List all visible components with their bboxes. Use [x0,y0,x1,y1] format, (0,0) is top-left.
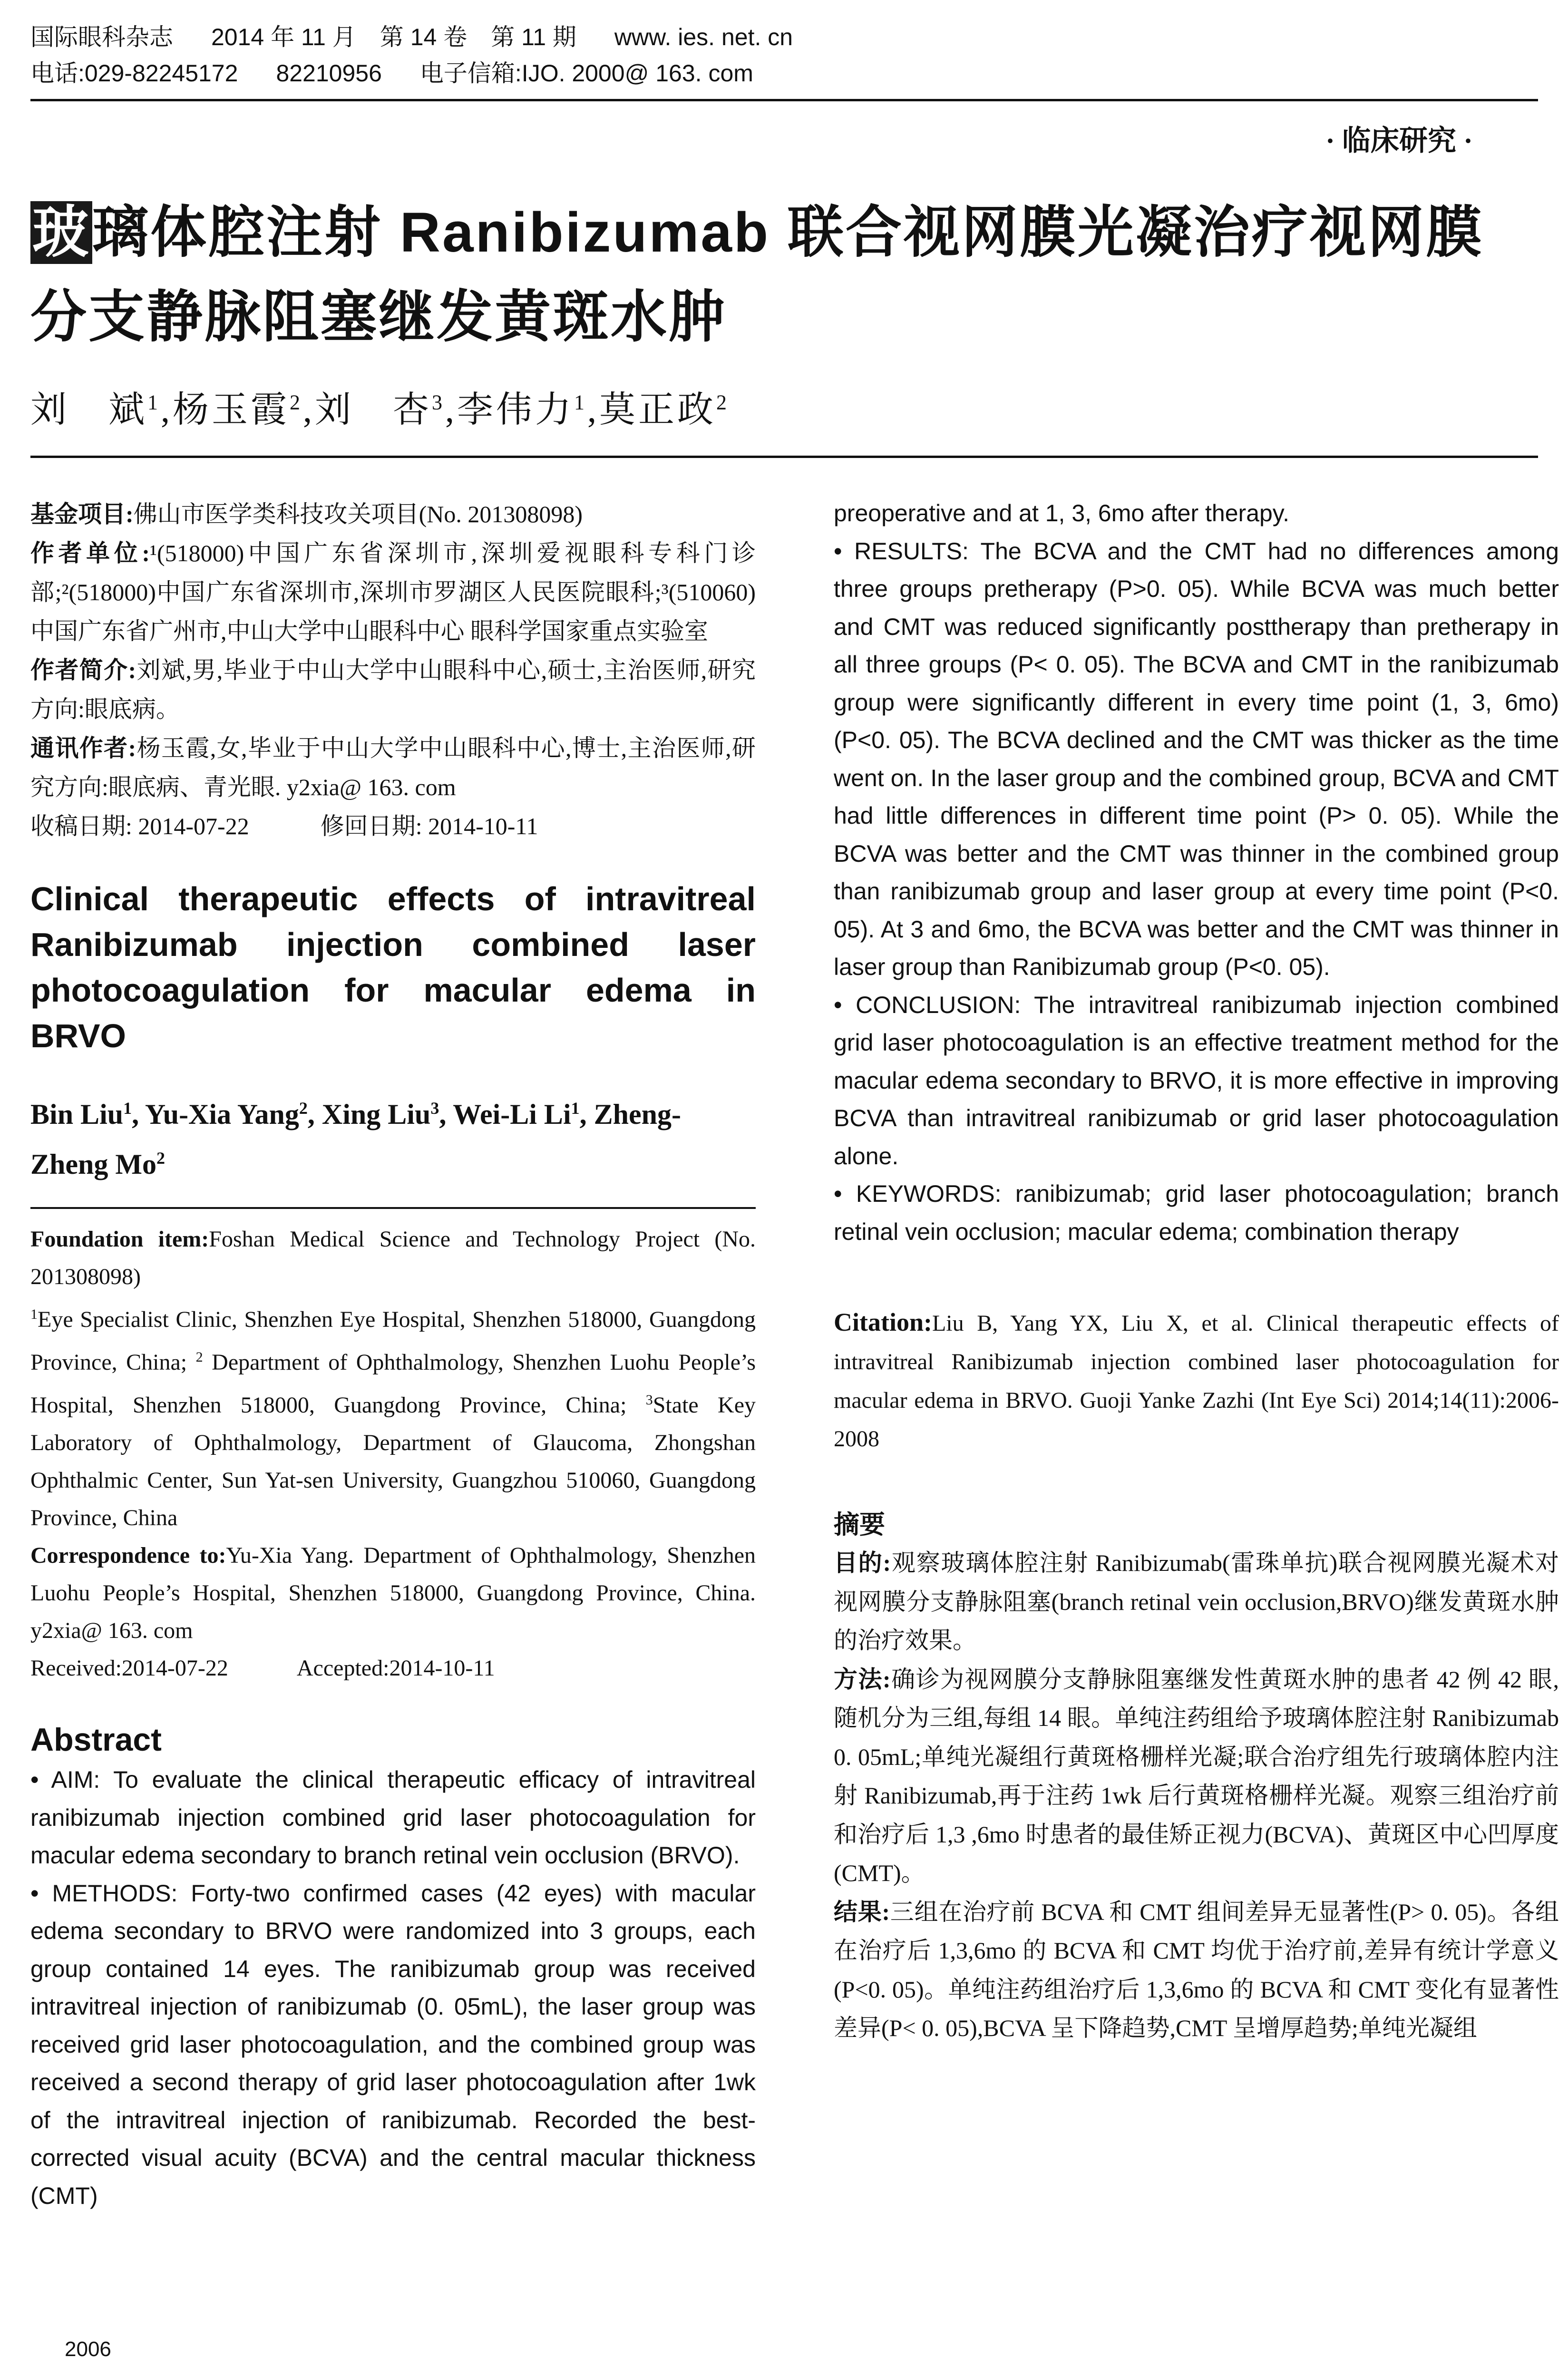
title-first-char: 玻 [30,201,92,264]
author-cn: 刘 斌 [30,390,147,430]
english-authors: Bin Liu$^1$, Yu-Xia Yang$^2$, Xing Liu$^3$, Wei-Li Li$^1$, Zheng-Zheng Mo$^2$ [30,1099,681,1180]
dates-cn: 收稿日期: 2014-07-22 修回日期: 2014-10-11 [30,813,538,839]
abstract-aim: • AIM: To evaluate the clinical therapeutic efficacy of intravitreal ranibizumab injection combined grid laser photocoagulation for macular edema secondary to branch retinal vein occlusion (BRVO). [30,1766,756,1869]
affiliations-en: $^1$Eye Specialist Clinic, Shenzhen Eye Hospital, Shenzhen 518000, Guangdong Province, China; $^2$ Department of Ophthalmology, Shenzhen Luohu People’s Hospital, Shenzhen 518000, Guangdong Province, China; $^3$State Key Laboratory of Ophthalmology, Department of Glaucoma, Zhongshan Ophthalmic Center, Sun Yat-sen University, Guangzhou 510060, Guangdong Province, China [30,1306,756,1530]
cn-abstract-heading: 摘要 [834,1510,885,1539]
english-info [30,1220,756,1687]
abstract-methods-end: preoperative and at 1, 3, 6mo after therapy. [834,500,1289,526]
bio-cn: 作者简介:刘斌,男,毕业于中山大学中山眼科中心,硕士,主治医师,研究方向:眼底病。 [30,657,756,722]
info-cn [30,495,756,846]
dates-en: Received:2014-07-22 Accepted:2014-10-11 [30,1656,495,1681]
page-number: 2006 [65,2338,111,2361]
authors-cn: 刘 斌$^1$,杨玉霞$^2$,刘 杏$^3$,李伟力$^1$,莫正政$^2$ [30,390,730,430]
abstract-results: • RESULTS: The BCVA and the CMT had no differences among three groups pretherapy (P>0. 05). While BCVA was much better and CMT was reduced significantly posttherapy than pretherapy in all three groups (P< 0. 05). The BCVA and CMT in the ranibizumab group were significantly different in every time point (1, 3, 6mo) (P<0. 05). The BCVA declined and the CMT was thicker as the time went on. In the laser group and the combined group, BCVA and CMT had little differences in different time point (P> 0. 05). While the BCVA was better and the CMT was thinner in the combined group than ranibizumab group and laser group at every time point (P<0. 05). At 3 and 6mo, the BCVA was better and the CMT was thinner in laser group than Ranibizumab group (P<0. 05). [834,537,1559,980]
abstract-body-left [30,1761,756,2329]
header-rule [30,99,1538,101]
author-cn: 刘 杏 [315,390,432,430]
cn-abstract-methods: 方法:确诊为视网膜分支静脉阻塞继发性黄斑水肿的患者 42 例 42 眼,随机分为三组,每组 14 眼。单纯注药组给予玻璃体腔注射 Ranibizumab 0. 05mL;单纯光凝组行黄斑格栅样光凝;联合治疗组先行玻璃体腔内注射 Ranibizumab,再于注药 1wk 后行黄斑格栅样光凝。观察三组治疗前和治疗后 1,3 ,6mo 时患者的最佳矫正视力(BCVA)、黄斑区中心凹厚度(CMT)。 [834,1666,1559,1886]
section-tag: · 临床研究 · [1325,125,1473,156]
correspondence-en: Correspondence to:Yu-Xia Yang. Department of Ophthalmology, Shenzhen Luohu People’s Hospital, Shenzhen 518000, Guangdong Province, China. y2xia@ 163. com [30,1543,756,1643]
journal-phone: 电话:029-82245172 [30,60,238,87]
correspondence-cn: 通讯作者:杨玉霞,女,毕业于中山大学中山眼科中心,博士,主治医师,研究方向:眼底病、青光眼. y2xia@ 163. com [30,735,756,800]
citation: Citation:Liu B, Yang YX, Liu X, et al. Clinical therapeutic effects of intravitreal Ranibizumab injection combined laser photocoagulation for macular edema in BRVO. Guoji Yanke Zazhi (Int Eye Sci) 2014;14(11):2006-2008 [834,1308,1559,1452]
english-title: Clinical therapeutic effects of intravitreal Ranibizumab injection combined laser photocoagulation for macular edema in BRVO [30,880,756,1054]
right-column [834,495,1559,2048]
cn-abstract-body [834,1544,1559,2048]
author-cn-sup: 1 [574,390,587,414]
journal-header [30,19,1538,91]
author-cn: 杨玉霞 [173,390,290,430]
author-cn-sup: 3 [432,390,445,414]
title-rest: 璃体腔注射 Ranibizumab 联合视网膜光凝治疗视网膜分支静脉阻塞继发黄斑水肿 [30,201,1484,349]
author-cn-sup: 1 [147,390,161,414]
paper-title [30,190,1538,360]
author-cn-sup: 2 [290,390,303,414]
journal-email[interactable]: 电子信箱:IJO. 2000@ 163. com [419,60,753,87]
title-rule [30,456,1538,458]
journal-phone-2: 82210956 [276,60,382,87]
abstract-keywords: • KEYWORDS: ranibizumab; grid laser photocoagulation; branch retinal vein occlusion; macular edema; combination therapy [834,1180,1559,1245]
journal-website[interactable]: www. ies. net. cn [614,24,793,50]
journal-name: 国际眼科杂志 [30,24,173,50]
author-cn: 李伟力 [457,390,574,430]
journal-issue: 2014 年 11 月 第 14 卷 第 11 期 [211,24,576,50]
abstract-heading: Abstract [30,1722,162,1758]
cn-abstract-results: 结果:三组在治疗前 BCVA 和 CMT 组间差异无显著性(P> 0. 05)。各组在治疗后 1,3,6mo 的 BCVA 和 CMT 均优于治疗前,差异有统计学意义(P<0. 05)。单纯注药组治疗后 1,3,6mo 的 BCVA 和 CMT 变化有显著性差异(P< 0. 05),BCVA 呈下降趋势,CMT 呈增厚趋势;单纯光凝组 [834,1898,1559,2041]
author-cn: 莫正政 [599,390,716,430]
cn-abstract-aim: 目的:观察玻璃体腔注射 Ranibizumab(雷珠单抗)联合视网膜光凝术对视网膜分支静脉阻塞(branch retinal vein occlusion,BRVO)继发黄斑水肿的治疗效果。 [834,1549,1559,1654]
fund-cn: 基金项目:佛山市医学类科技攻关项目(No. 201308098) [30,501,583,527]
abstract-methods: • METHODS: Forty-two confirmed cases (42 eyes) with macular edema secondary to BRVO were randomized into 3 groups, each group contained 14 eyes. The ranibizumab group was received intravitreal injection of ranibizumab (0. 05mL), the laser group was received grid laser photocoagulation, and the combined group was received a second therapy of grid laser photocoagulation after 1wk of the intravitreal injection of ranibizumab. Recorded the best-corrected visual acuity (BCVA) and the central macular thickness (CMT) [30,1880,756,2209]
english-info-rule [30,1207,756,1209]
abstract-conclusion: • CONCLUSION: The intravitreal ranibizumab injection combined grid laser photocoagulation is an effective treatment method for the macular edema secondary to BRVO, it is more effective in improving BCVA than intravitreal ranibizumab or grid laser photocoagulation alone. [834,991,1559,1169]
affiliation-cn: 作者单位:¹(518000)中国广东省深圳市,深圳爱视眼科专科门诊部;²(518000)中国广东省深圳市,深圳市罗湖区人民医院眼科;³(510060)中国广东省广州市,中山大学中山眼科中心 眼科学国家重点实验室 [30,540,756,644]
left-column [30,495,756,2329]
author-cn-sup: 2 [716,390,730,414]
foundation-item: Foundation item:Foshan Medical Science and Technology Project (No. 201308098) [30,1227,756,1289]
abstract-body-right [834,495,1559,1251]
